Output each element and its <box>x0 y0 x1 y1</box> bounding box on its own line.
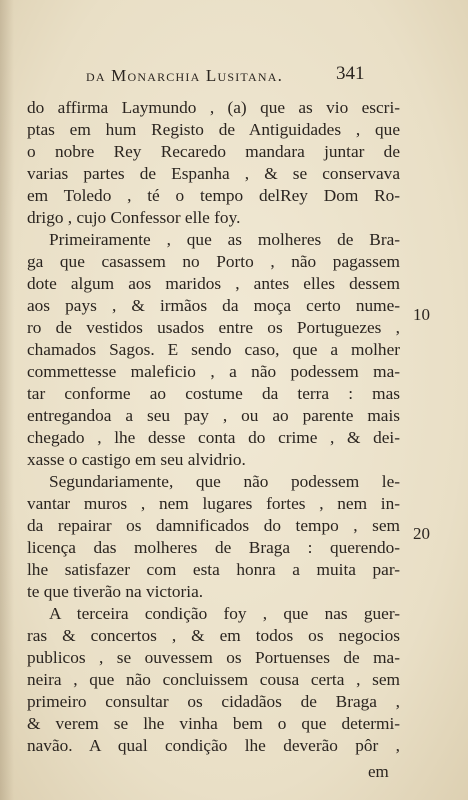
text-line: commettesse maleficio , a não podessem ma- <box>27 362 400 381</box>
text-line: Segundariamente, que não podessem le- <box>49 472 400 491</box>
text-line: primeiro consultar os cidadãos de Braga , <box>27 692 400 711</box>
text-line: ga que casassem no Porto , não pagassem <box>27 252 400 271</box>
text-line: em Toledo , té o tempo delRey Dom Ro- <box>27 186 400 205</box>
text-line: do affirma Laymundo , (a) que as vio escri- <box>27 98 400 117</box>
text-line: vantar muros , nem lugares fortes , nem in- <box>27 494 400 513</box>
line-number-20: 20 <box>413 524 430 543</box>
text-line: lhe satisfazer com esta honra a muita par- <box>27 560 400 579</box>
text-line: chegado , lhe desse conta do crime , & dei- <box>27 428 400 447</box>
text-line: navão. A qual condição lhe deverão pôr , <box>27 736 400 755</box>
catchword: em <box>368 762 389 781</box>
text-line: licença das molheres de Braga : querendo- <box>27 538 400 557</box>
page-number: 341 <box>336 63 365 84</box>
text-line: A terceira condição foy , que nas guer- <box>49 604 400 623</box>
text-line: Primeiramente , que as molheres de Bra- <box>49 230 400 249</box>
text-line: varias partes de Espanha , & se conservava <box>27 164 400 183</box>
text-line: drigo , cujo Confessor elle foy. <box>27 208 241 227</box>
text-line: & verem se lhe vinha bem o que determi- <box>27 714 400 733</box>
text-line: te que tiverão na victoria. <box>27 582 204 601</box>
text-line: publicos , se ouvessem os Portuenses de ma- <box>27 648 400 667</box>
page-gutter-shadow <box>0 0 14 800</box>
text-line: o nobre Rey Recaredo mandara juntar de <box>27 142 400 161</box>
text-line: neira , que não concluissem cousa certa , sem <box>27 670 400 689</box>
text-line: da repairar os damnificados do tempo , sem <box>27 516 400 535</box>
text-line: aos pays , & irmãos da moça certo nume- <box>27 296 400 315</box>
text-line: ro de vestidos usados entre os Portuguezes , <box>27 318 400 337</box>
text-line: entregandoa a seu pay , ou ao parente mais <box>27 406 400 425</box>
text-line: ptas em hum Registo de Antiguidades , que <box>27 120 400 139</box>
text-line: ras & concertos , & em todos os negocios <box>27 626 400 645</box>
text-line: chamados Sagos. E sendo caso, que a molher <box>27 340 400 359</box>
text-line: dote algum aos maridos , antes elles dessem <box>27 274 400 293</box>
body-text <box>27 97 400 757</box>
text-line: tar conforme ao costume da terra : mas <box>27 384 400 403</box>
running-title: da Monarchia Lusitana. <box>86 66 284 85</box>
text-line: xasse o castigo em seu alvidrio. <box>27 450 246 469</box>
line-number-10: 10 <box>413 305 430 324</box>
